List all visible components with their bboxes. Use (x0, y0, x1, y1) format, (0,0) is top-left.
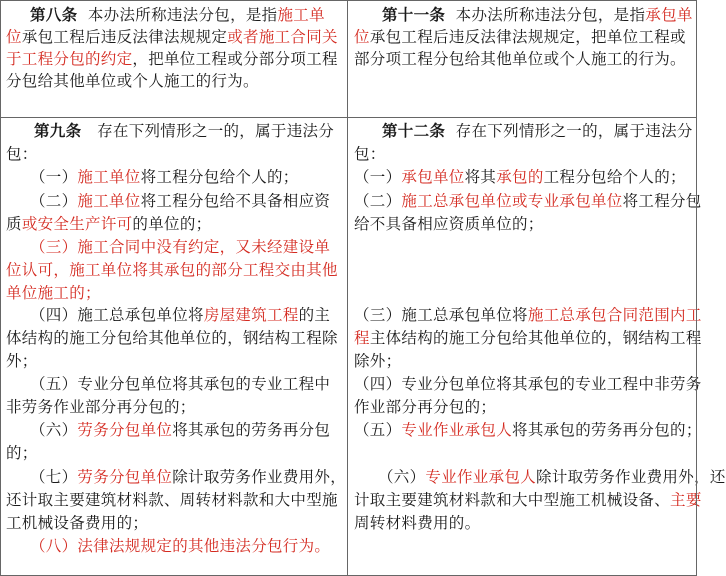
article-9-heading: 第九条 (34, 122, 82, 140)
text-span: 承包工程后违反法律法规规定 (21, 28, 228, 46)
highlight-span: 施工单位 (77, 192, 141, 210)
text-span: 存在下列情形之一的，属于违法分 (455, 122, 693, 140)
text-span: 将其 (464, 168, 497, 186)
text-span: 质 (6, 215, 22, 233)
highlight-span: 施工单 (277, 6, 325, 24)
text-span: 将工程分包给个人的； (140, 168, 299, 186)
text-span: （二） (30, 192, 78, 210)
text-span: 本办法所称违法分包，是指 (455, 6, 646, 24)
highlight-span: 承包单位 (401, 168, 465, 186)
text-span: 本办法所称违法分包，是指 (87, 6, 278, 24)
text-span: 承包工程后违反法律法规规定，把单位工程或 (369, 28, 686, 46)
text-span: （二） (354, 192, 402, 210)
text-span: 存在下列情形之一的，属于违法分 (97, 122, 335, 140)
article-9-item-7-cont-2: 工机械设备费用的； (6, 514, 149, 532)
text-span: 的主 (298, 306, 331, 324)
highlight-span: 或者施工合同关 (227, 28, 338, 46)
text-span: 将工程分包给不具备相应资 (140, 192, 331, 210)
highlight-span: 劳务分包单位 (77, 421, 173, 439)
text-span: ，把单位工程或分部分项工程 (132, 50, 338, 68)
highlight-span: 承包的 (496, 168, 544, 186)
article-9-item-3-cont-2: 单位施工的； (6, 284, 101, 302)
text-span: 将其承包的劳务再分包的； (512, 421, 702, 439)
highlight-span: 施工总承包合同范围内工 (527, 306, 702, 324)
text-span: （六） (30, 421, 78, 439)
text-span: 除计取劳务作业费用外， (172, 468, 347, 486)
highlight-span: 专业作业承包人 (401, 421, 513, 439)
text-span: 主体结构的施工分包给其他单位的，钢结构工程 (369, 329, 702, 347)
article-12-item-3-cont-2: 除外； (354, 352, 402, 370)
text-span: （三）施工总承包单位将 (354, 306, 528, 324)
article-9-item-7-cont: 还计取主要建筑材料款、周转材料款和大中型施 (6, 491, 338, 509)
article-8-heading: 第八条 (30, 6, 78, 24)
highlight-span: 承包单 (645, 6, 693, 24)
article-9-item-8: （八）法律法规规定的其他违法分包行为。 (30, 537, 331, 555)
text-span: （四）施工总承包单位将 (30, 306, 204, 324)
article-9-intro-2: 包： (6, 145, 38, 163)
text-span: 工程分包给个人的； (543, 168, 686, 186)
article-12-item-4-cont: 作业部分再分包的； (354, 398, 497, 416)
highlight-span: 主要 (670, 491, 702, 509)
article-12-intro-2: 包： (354, 145, 386, 163)
highlight-span: 或安全生产许可 (21, 215, 133, 233)
article-12-item-6-cont-2: 周转材料费用的。 (354, 514, 481, 532)
article-9-item-3-cont: 位认可，施工单位将其承包的部分工程交由其他 (6, 261, 338, 279)
highlight-span: 位 (354, 28, 370, 46)
text-span: （七） (30, 468, 78, 486)
article-9-item-6-cont: 的； (6, 444, 38, 462)
text-span: 将其承包的劳务再分包 (172, 421, 331, 439)
highlight-span: 专业作业承包人 (425, 468, 537, 486)
highlight-span: 于工程分包的约定 (6, 50, 133, 68)
article-9-item-5: （五）专业分包单位将其承包的专业工程中 (30, 375, 331, 393)
highlight-span: 程 (354, 329, 370, 347)
article-11-line-3: 部分项工程分包给其他单位或个人施工的行为。 (354, 50, 686, 68)
text-span: （一） (354, 168, 402, 186)
text-span: 将工程分包 (622, 192, 702, 210)
highlight-span: 房屋建筑工程 (203, 306, 299, 324)
text-span: （六） (378, 468, 426, 486)
text-span: 计取主要建筑材料款和大中型施工机械设备、 (354, 491, 671, 509)
text-span: （五） (354, 421, 402, 439)
article-9-item-3: （三）施工合同中没有约定，又未经建设单 (30, 238, 331, 256)
text-span: 除计取劳务作业费用外，还 (536, 468, 726, 486)
article-9-item-4-cont-2: 外； (6, 352, 38, 370)
article-12-item-4: （四）专业分包单位将其承包的专业工程中非劳务 (354, 375, 702, 393)
highlight-span: 施工单位 (77, 168, 141, 186)
highlight-span: 劳务分包单位 (77, 468, 173, 486)
highlight-span: 位 (6, 28, 22, 46)
article-12-item-2-cont: 给不具备相应资质单位的； (354, 215, 544, 233)
article-12-heading: 第十二条 (382, 122, 446, 140)
article-9-item-5-cont: 非劳务作业部分再分包的； (6, 398, 196, 416)
text-span: （一） (30, 168, 78, 186)
article-11-heading: 第十一条 (382, 6, 446, 24)
article-9-item-4-cont: 体结构的施工分包给其他单位的，钢结构工程除 (6, 329, 338, 347)
highlight-span: 施工总承包单位或专业承包单位 (401, 192, 623, 210)
article-8-line-4: 分包给其他单位或个人施工的行为。 (6, 72, 259, 90)
text-span: 的单位的； (132, 215, 212, 233)
